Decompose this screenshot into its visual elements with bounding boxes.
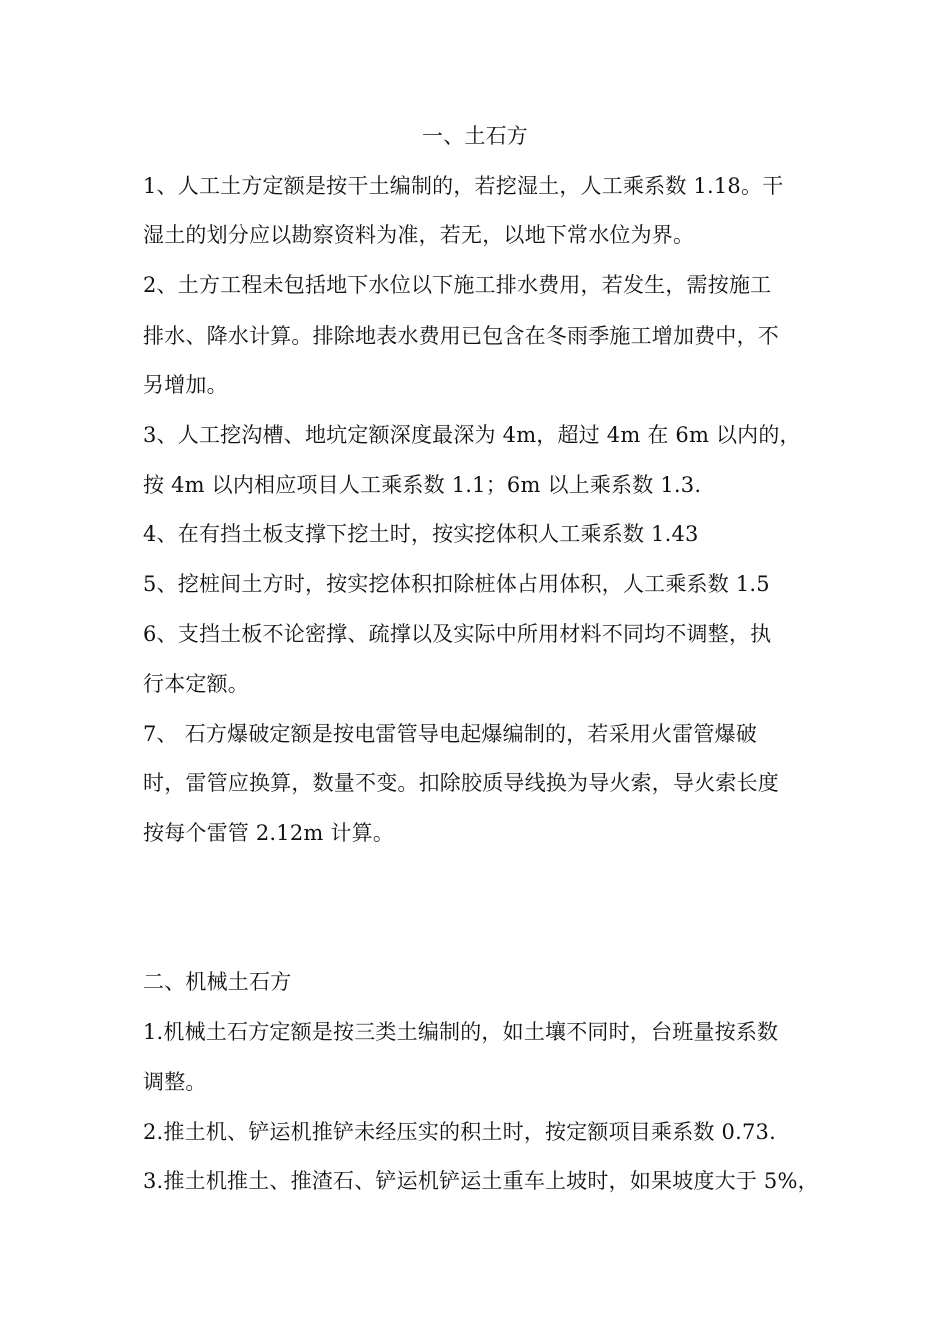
paragraph-line: 1、人工土方定额是按干土编制的，若挖湿土，人工乘系数 1.18。干 <box>143 174 784 198</box>
paragraph-line: 行本定额。 <box>143 672 249 696</box>
paragraph-line: 7、 石方爆破定额是按电雷管导电起爆编制的，若采用火雷管爆破 <box>143 722 758 746</box>
paragraph-line: 按 4m 以内相应项目人工乘系数 1.1；6m 以上乘系数 1.3. <box>143 473 702 497</box>
paragraph-line: 排水、降水计算。排除地表水费用已包含在冬雨季施工增加费中，不 <box>143 324 779 348</box>
section-heading-earthwork: 一、土石方 <box>422 124 528 148</box>
section-heading-mechanical-earthwork: 二、机械土石方 <box>143 970 292 994</box>
paragraph-line: 时，雷管应换算，数量不变。扣除胶质导线换为导火索，导火索长度 <box>143 771 779 795</box>
paragraph-line: 4、在有挡土板支撑下挖土时，按实挖体积人工乘系数 1.43 <box>143 522 699 546</box>
paragraph-line: 3、人工挖沟槽、地坑定额深度最深为 4m，超过 4m 在 6m 以内的， <box>143 423 801 447</box>
paragraph-line: 1.机械土石方定额是按三类土编制的，如土壤不同时，台班量按系数 <box>143 1020 779 1044</box>
paragraph-line: 5、挖桩间土方时，按实挖体积扣除桩体占用体积，人工乘系数 1.5 <box>143 572 770 596</box>
paragraph-line: 调整。 <box>143 1070 207 1094</box>
paragraph-line: 6、支挡土板不论密撑、疏撑以及实际中所用材料不同均不调整，执 <box>143 622 772 646</box>
paragraph-line: 按每个雷管 2.12m 计算。 <box>143 821 395 845</box>
paragraph-line: 湿土的划分应以勘察资料为准，若无，以地下常水位为界。 <box>143 223 695 247</box>
paragraph-line: 2、土方工程未包括地下水位以下施工排水费用，若发生，需按施工 <box>143 273 772 297</box>
paragraph-line: 3.推土机推土、推渣石、铲运机铲运土重车上坡时，如果坡度大于 5%， <box>143 1169 819 1193</box>
paragraph-line: 另增加。 <box>143 373 228 397</box>
paragraph-line: 2.推土机、铲运机推铲未经压实的积土时，按定额项目乘系数 0.73. <box>143 1120 776 1144</box>
